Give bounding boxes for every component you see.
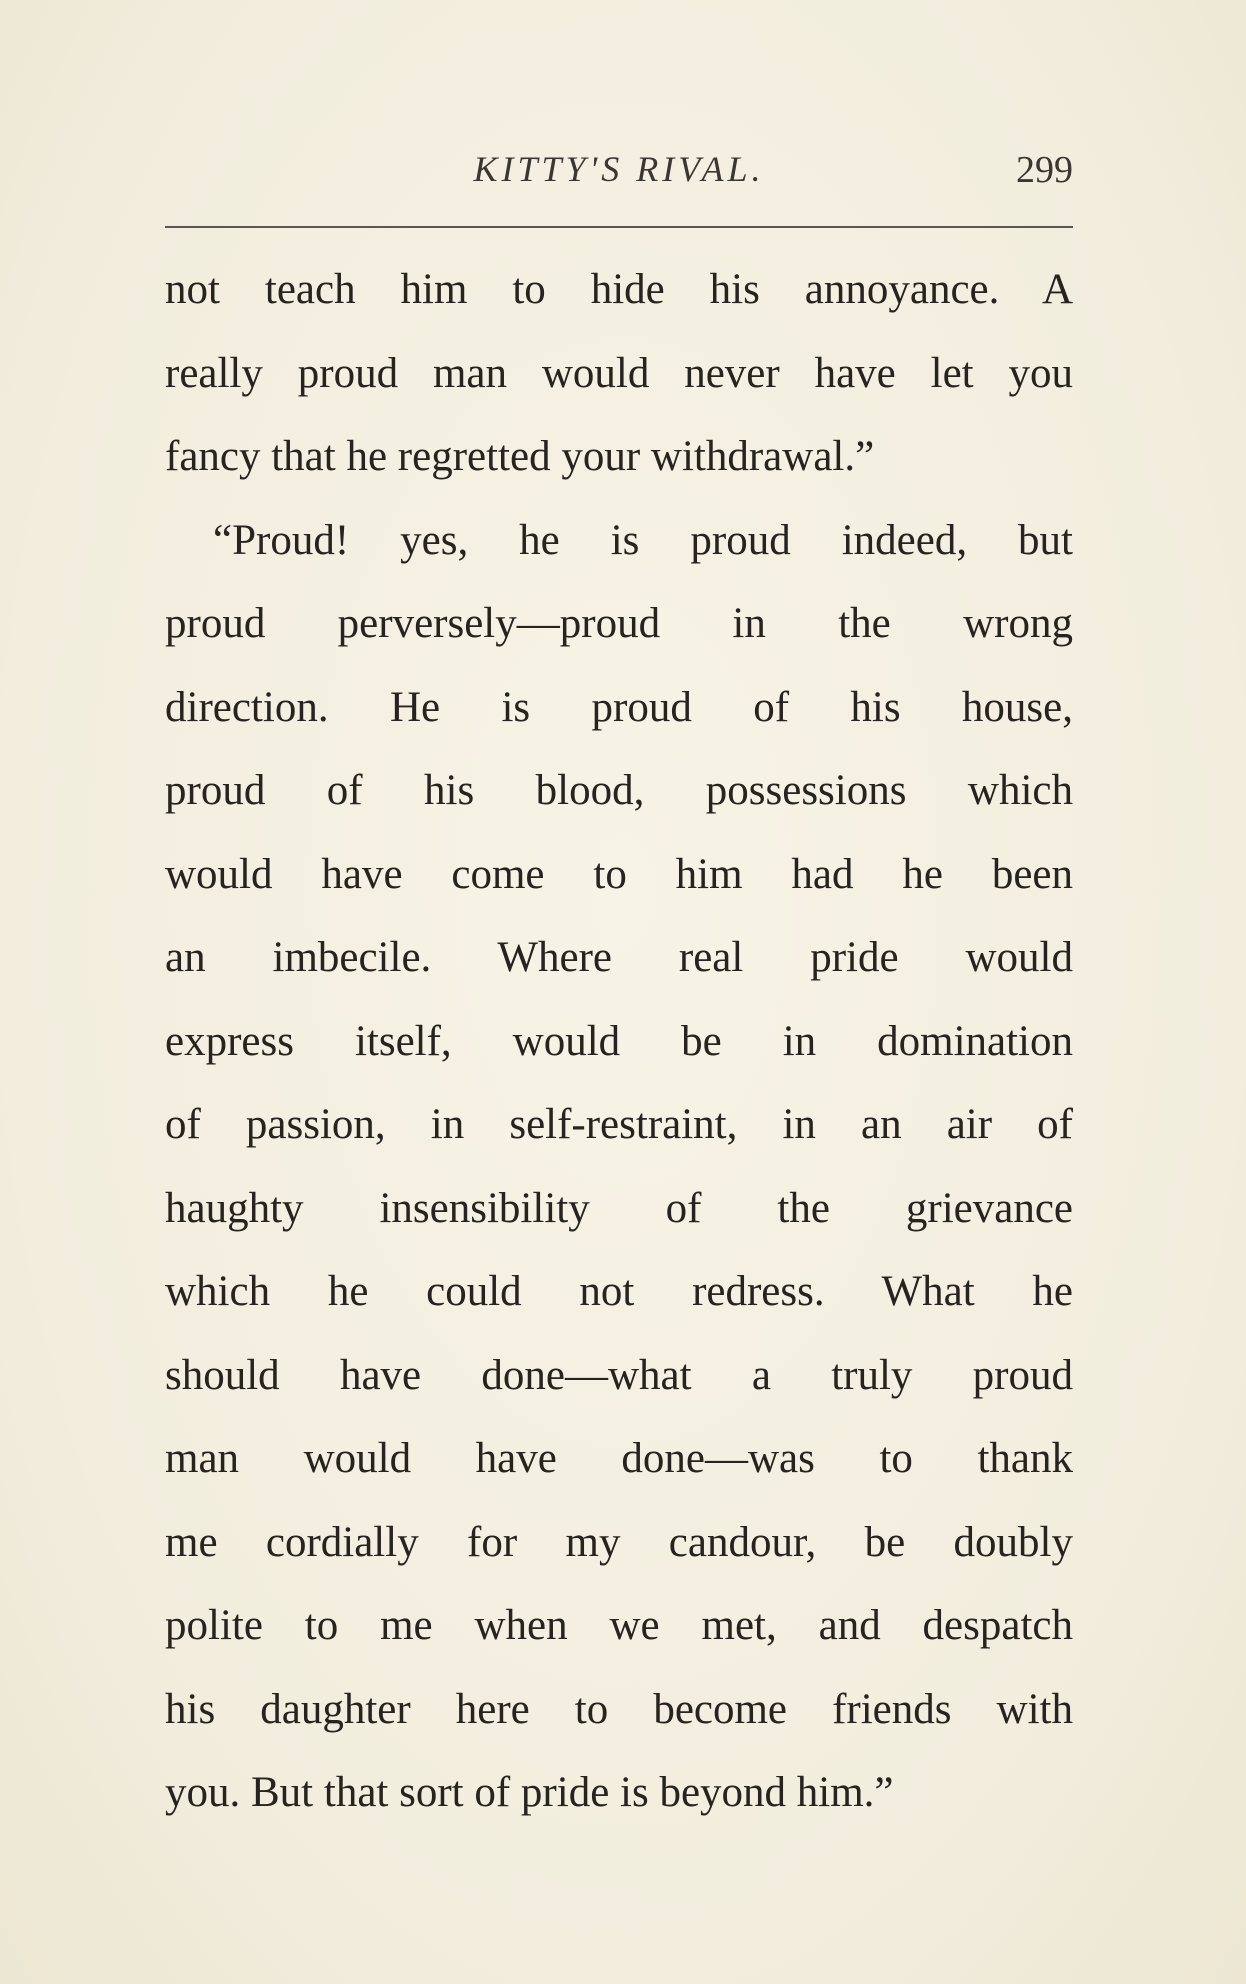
text-line: not teach him to hide his annoyance. A [165,266,1073,313]
header-rule [165,226,1073,228]
text-line: me cordially for my candour, be doubly [165,1518,1073,1566]
text-line: should have done—what a truly proud [165,1351,1073,1399]
text-line: an imbecile. Where real pride would [165,934,1073,981]
text-line: of passion, in self-restraint, in an air of [165,1101,1073,1148]
page-number: 299 [1016,149,1073,191]
text-line: man would have done—was to thank [165,1435,1073,1482]
text-line: proud perversely—proud in the wrong [165,600,1073,647]
text-line: “Proud! yes, he is proud indeed, but [213,516,1073,564]
running-title: KITTY'S RIVAL. [473,149,765,189]
text-line: polite to me when we met, and despatch [165,1602,1073,1649]
text-line: would have come to him had he been [165,850,1073,898]
text-line: fancy that he regretted your withdrawal.” [165,433,875,480]
body-text [165,248,1073,1835]
text-line: express itself, would be in domination [165,1017,1073,1065]
text-line: direction. He is proud of his house, [165,683,1073,731]
text-line: his daughter here to become friends with [165,1685,1073,1733]
text-line: proud of his blood, possessions which [165,767,1073,814]
text-line: haughty insensibility of the grievance [165,1184,1073,1232]
text-line: which he could not redress. What he [165,1268,1073,1315]
text-line: you. But that sort of pride is beyond him.” [165,1769,894,1816]
running-head [165,140,1073,200]
text-line: really proud man would never have let you [165,349,1073,397]
